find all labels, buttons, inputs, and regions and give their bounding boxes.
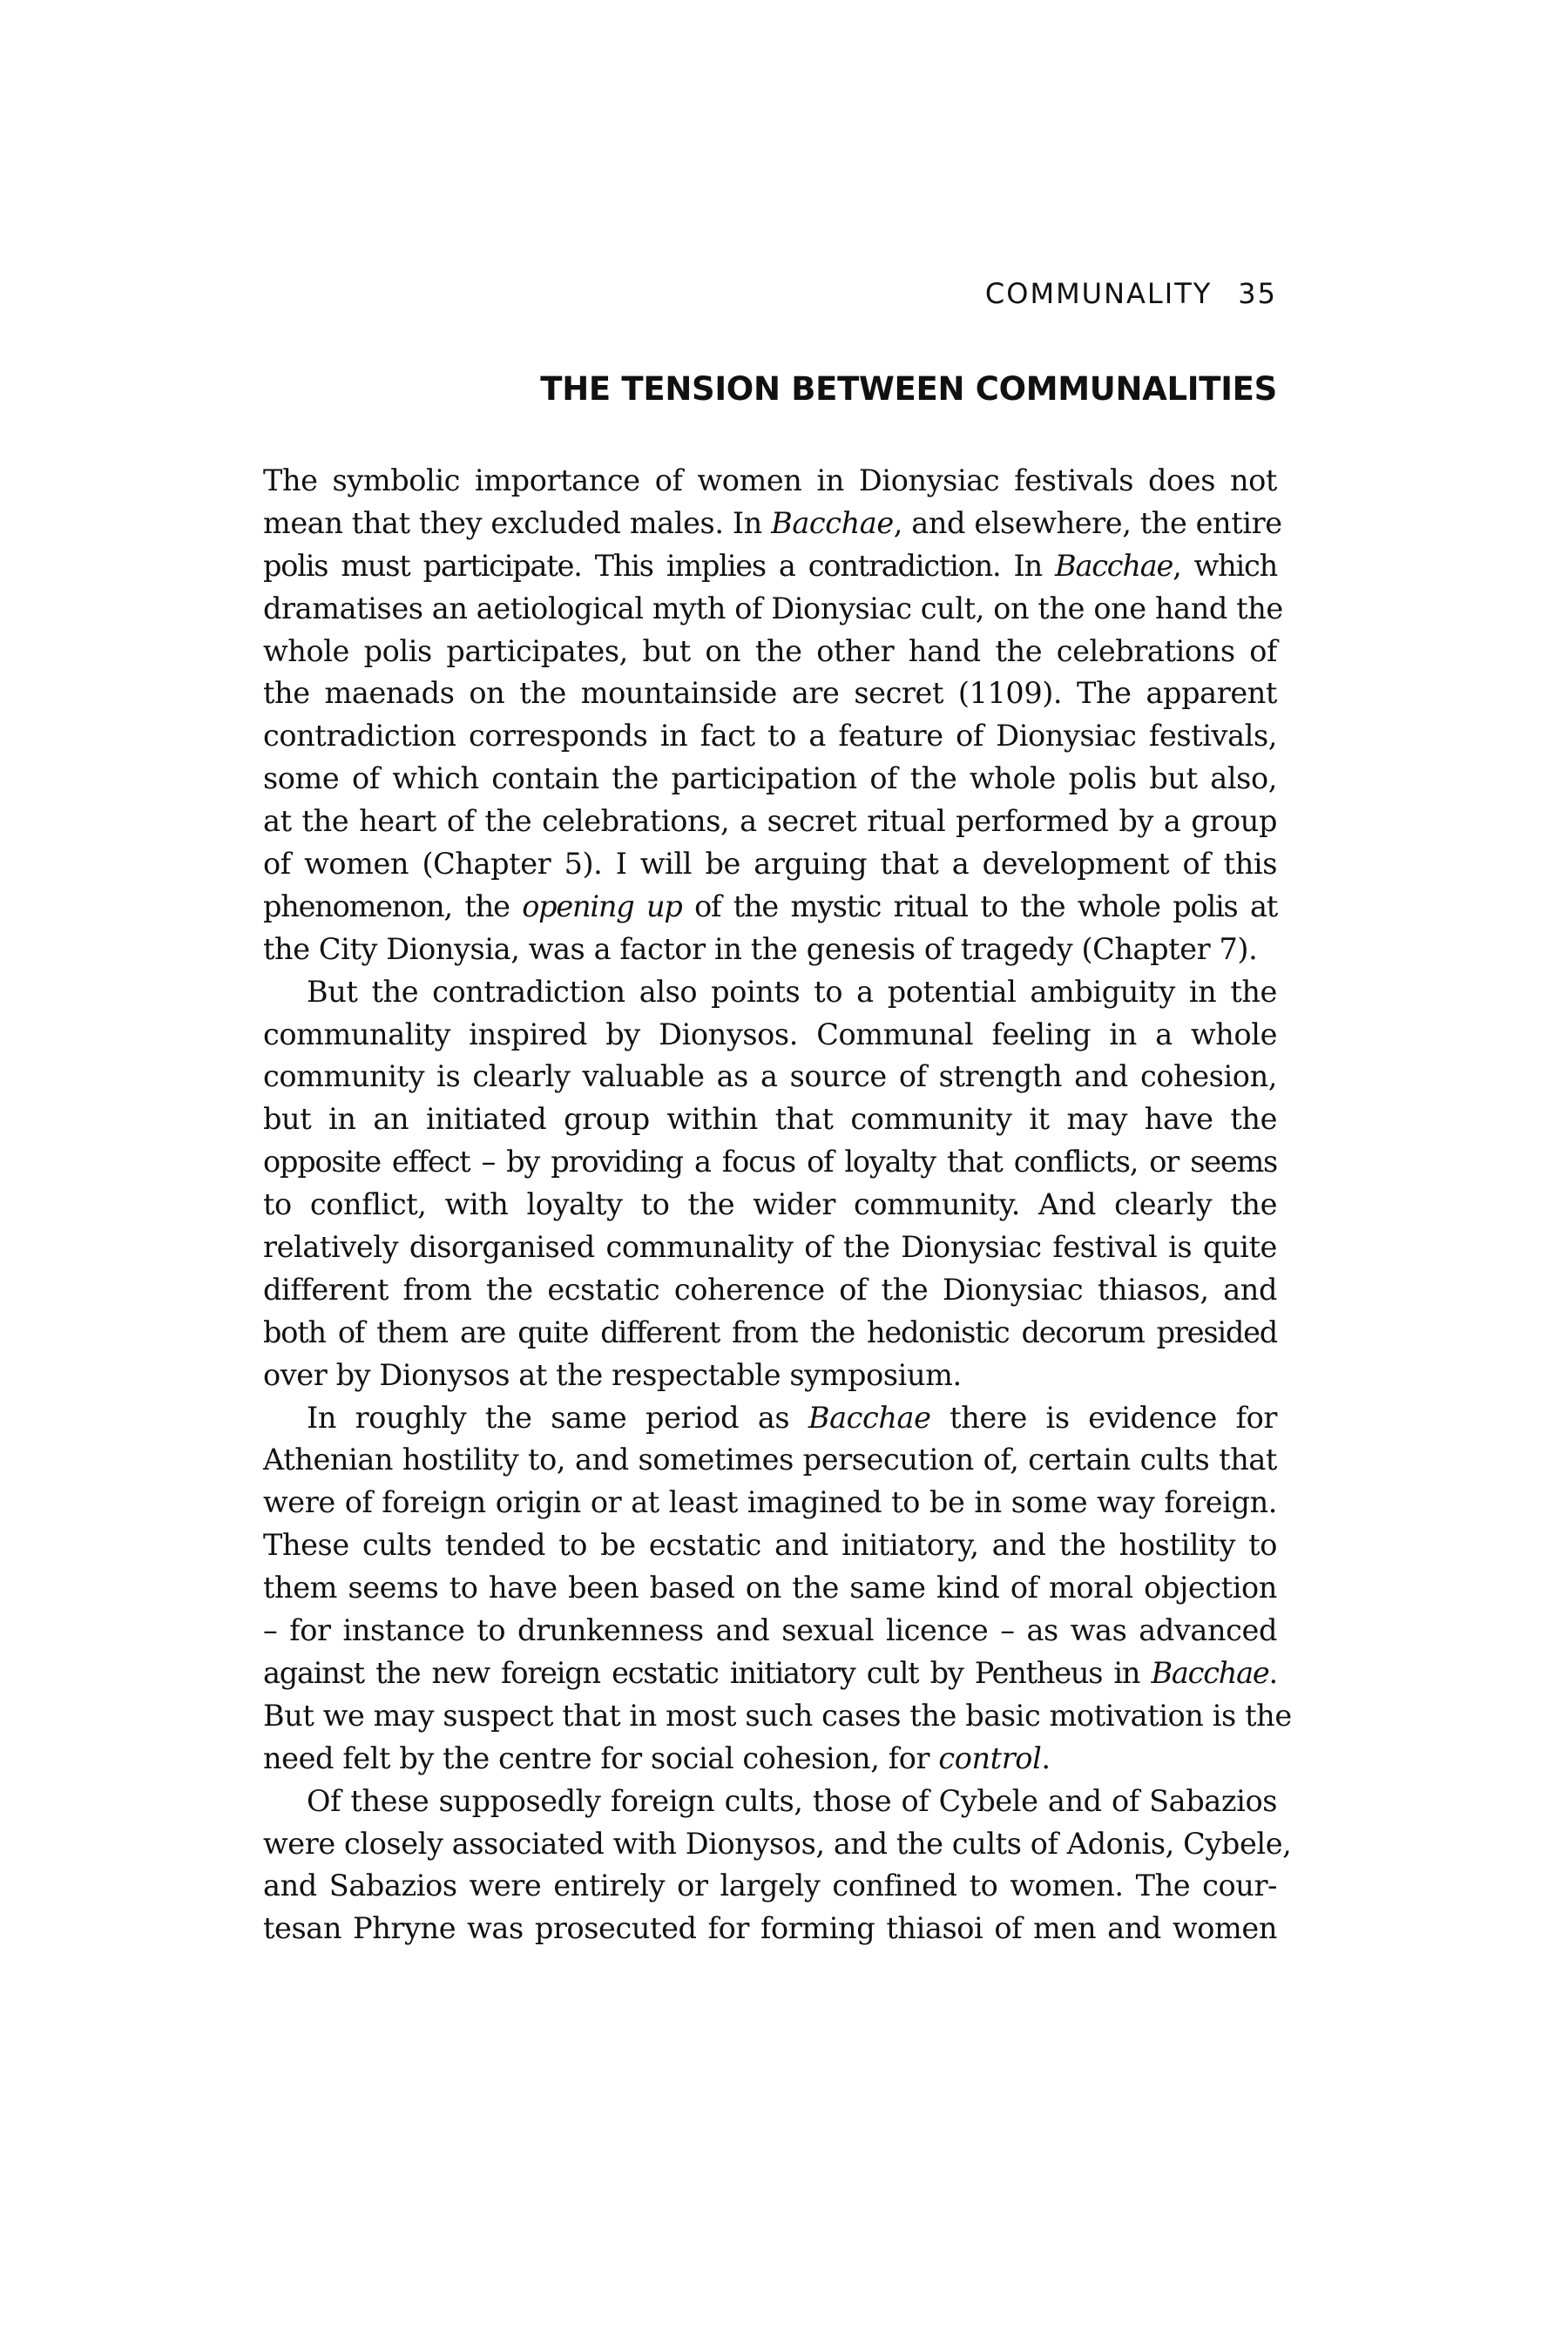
- text-line: tesan Phryne was prosecuted for forming thiasoi of men and women: [263, 1911, 1277, 1946]
- section-title: THE TENSION BETWEEN COMMUNALITIES: [540, 370, 1277, 408]
- italic-phrase: Bacchae: [1151, 1655, 1269, 1690]
- running-head: [985, 277, 1277, 310]
- text-line: mean that they excluded males. In Bacchae, and elsewhere, the entire: [263, 505, 1282, 540]
- text-line: whole polis participates, but on the other hand the celebrations of: [263, 633, 1277, 668]
- text-line: of women (Chapter 5). I will be arguing that a development of this: [263, 847, 1277, 882]
- text-line: were of foreign origin or at least imagined to be in some way foreign.: [263, 1485, 1277, 1520]
- text-line: and Sabazios were entirely or largely confined to women. The cour-: [263, 1869, 1277, 1903]
- text-line: contradiction corresponds in fact to a feature of Dionysiac festivals,: [263, 719, 1277, 754]
- italic-phrase: Bacchae: [808, 1400, 931, 1435]
- text-line: In roughly the same period as Bacchae there is evidence for: [307, 1400, 1277, 1435]
- text-line: But we may suspect that in most such cases the basic motivation is the: [263, 1698, 1292, 1733]
- text-line: opposite effect – by providing a focus of loyalty that conflicts, or seems: [263, 1145, 1277, 1179]
- text-line: need felt by the centre for social cohesion, for control.: [263, 1740, 1051, 1775]
- text-line: dramatises an aetiological myth of Dionysiac cult, on the one hand the: [263, 591, 1283, 625]
- text-line: over by Dionysos at the respectable symposium.: [263, 1357, 962, 1392]
- body-text: [263, 460, 1292, 1950]
- text-line: Of these supposedly foreign cults, those of Cybele and of Sabazios: [307, 1783, 1277, 1818]
- text-line: communality inspired by Dionysos. Communal feeling in a whole: [263, 1017, 1277, 1051]
- text-line: These cults tended to be ecstatic and initiatory, and the hostility to: [263, 1528, 1277, 1563]
- text-line: relatively disorganised communality of the Dionysiac festival is quite: [263, 1230, 1277, 1265]
- text-line: were closely associated with Dionysos, and the cults of Adonis, Cybele,: [263, 1826, 1292, 1861]
- text-line: against the new foreign ecstatic initiatory cult by Pentheus in Bacchae.: [263, 1655, 1277, 1690]
- running-title: COMMUNALITY: [984, 277, 1213, 310]
- text-line: at the heart of the celebrations, a secret ritual performed by a group: [263, 804, 1277, 839]
- italic-phrase: control: [938, 1740, 1042, 1775]
- page-number: 35: [1238, 277, 1277, 310]
- text-line: them seems to have been based on the same kind of moral objection: [263, 1571, 1277, 1605]
- text-line: the City Dionysia, was a factor in the genesis of tragedy (Chapter 7).: [263, 931, 1258, 966]
- text-line: But the contradiction also points to a potential ambiguity in the: [307, 974, 1277, 1009]
- text-line: Athenian hostility to, and sometimes persecution of, certain cults that: [263, 1443, 1277, 1477]
- text-line: some of which contain the participation of the whole polis but also,: [263, 761, 1277, 796]
- text-line: to conflict, with loyalty to the wider community. And clearly the: [263, 1187, 1277, 1222]
- italic-phrase: Bacchae: [771, 505, 894, 540]
- text-line: phenomenon, the opening up of the mystic ritual to the whole polis at: [263, 889, 1278, 923]
- italic-phrase: opening up: [522, 889, 682, 923]
- text-line: both of them are quite different from the hedonistic decorum presided: [263, 1315, 1277, 1349]
- text-line: polis must participate. This implies a contradiction. In Bacchae, which: [263, 548, 1277, 583]
- text-line: but in an initiated group within that community it may have the: [263, 1102, 1277, 1137]
- italic-phrase: Bacchae: [1055, 548, 1173, 583]
- text-line: community is clearly valuable as a source of strength and cohesion,: [263, 1059, 1277, 1094]
- text-line: different from the ecstatic coherence of the Dionysiac thiasos, and: [263, 1272, 1277, 1307]
- text-line: – for instance to drunkenness and sexual licence – as was advanced: [263, 1613, 1277, 1648]
- text-line: The symbolic importance of women in Dionysiac festivals does not: [263, 463, 1277, 497]
- text-line: the maenads on the mountainside are secret (1109). The apparent: [263, 676, 1277, 711]
